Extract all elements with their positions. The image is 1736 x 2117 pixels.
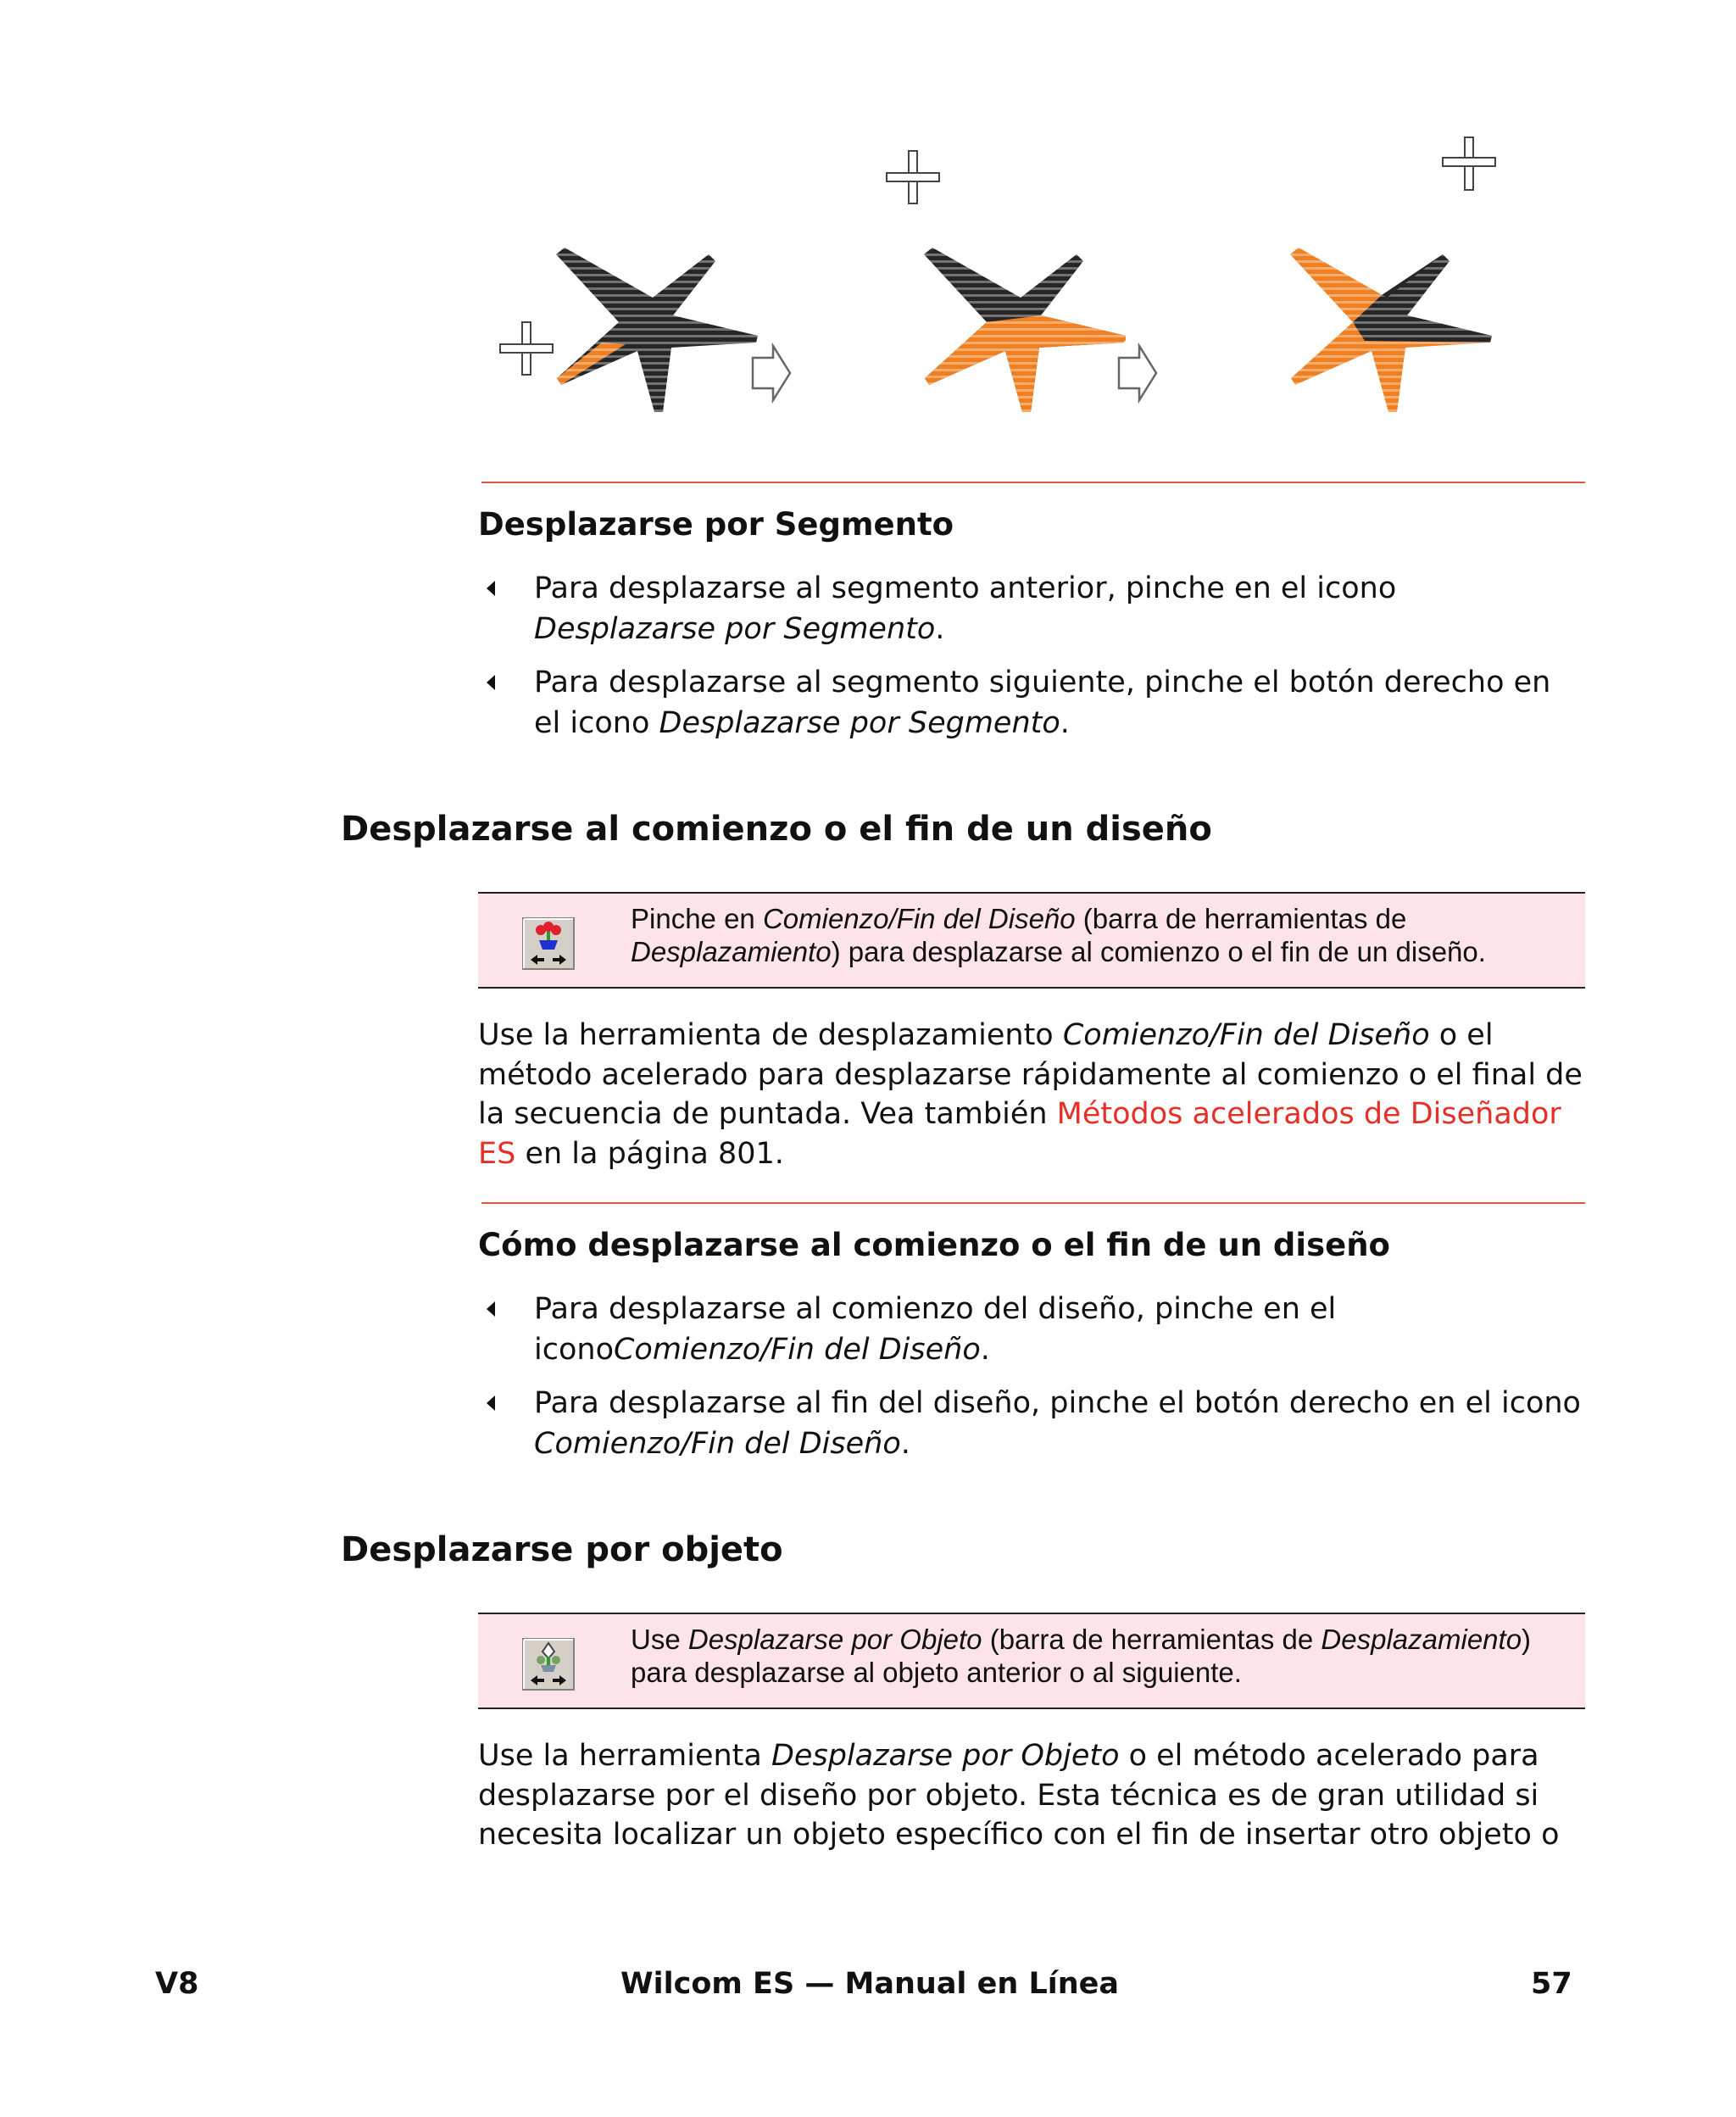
bullet-text: . <box>1060 706 1070 740</box>
section-heading-start-end: Desplazarse al comienzo o el fin de un diseño <box>341 810 1212 849</box>
cursor-crosshair-2 <box>887 151 939 203</box>
tool-name: Desplazarse por Objeto <box>687 1624 982 1655</box>
tool-name: Comienzo/Fin del Diseño <box>534 1427 901 1461</box>
star-stage-3 <box>1290 248 1492 412</box>
tip-text-part: Pinche en <box>631 903 763 934</box>
tool-name: Desplazarse por Segmento <box>659 706 1060 740</box>
subsection-heading-start-end: Cómo desplazarse al comienzo o el fin de un diseño <box>478 1227 1390 1263</box>
paragraph-text: Use la herramienta <box>478 1739 771 1773</box>
tool-name: Comienzo/Fin del Diseño <box>1062 1018 1430 1052</box>
footer-version: V8 <box>155 1967 199 2001</box>
figure-svg <box>490 136 1583 466</box>
star-stage-2 <box>924 248 1126 412</box>
section-heading-object: Desplazarse por objeto <box>341 1530 783 1569</box>
tool-name: Desplazarse por Segmento <box>534 612 936 646</box>
page-number: 57 <box>1531 1967 1572 2001</box>
bullet-arrow-icon <box>487 1396 495 1411</box>
paragraph-text: o el método acelerado para desplazarse por el diseño por objeto. Esta técnica es de gran utilidad si necesita localizar un objeto específico con el fin de insertar otro objeto o <box>478 1739 1560 1852</box>
paragraph-text: en la página 801. <box>515 1136 784 1171</box>
bullet-text: Para desplazarse al comienzo del diseño, pinche en el icono <box>534 1292 1337 1367</box>
tip-text-part: (barra de herramientas de <box>1075 903 1407 934</box>
bullet-text: Para desplazarse al segmento siguiente, pinche el botón derecho en el icono <box>534 666 1551 740</box>
paragraph-text: Use la herramienta de desplazamiento <box>478 1018 1063 1052</box>
tip-text <box>631 1623 1572 1689</box>
cross-reference-link[interactable]: Métodos acelerados de Diseñador ES <box>478 1097 1561 1171</box>
travel-by-object-icon[interactable] <box>522 1638 575 1691</box>
segment-travel-figure <box>490 136 1583 466</box>
footer-title: Wilcom ES — Manual en Línea <box>620 1967 1120 2001</box>
start-end-design-icon[interactable] <box>522 917 575 970</box>
paragraph <box>478 1016 1589 1173</box>
tip-text-part: ) para desplazarse al objeto anterior o al siguiente. <box>631 1624 1532 1688</box>
toolbar-name: Desplazamiento <box>631 936 832 967</box>
tool-name: Desplazarse por Objeto <box>771 1739 1120 1773</box>
tip-text <box>631 902 1572 968</box>
cursor-crosshair-3 <box>1443 137 1495 190</box>
section-divider <box>481 1202 1585 1204</box>
bullet-text: . <box>980 1333 990 1367</box>
cursor-crosshair-1 <box>500 322 553 375</box>
section-divider <box>481 482 1585 483</box>
tip-text-part: Use <box>631 1624 688 1655</box>
tool-name: Comienzo/Fin del Diseño <box>613 1333 981 1367</box>
tip-text-part: (barra de herramientas de <box>982 1624 1321 1655</box>
arrow-right-icon <box>753 346 790 400</box>
tool-name: Comienzo/Fin del Diseño <box>762 903 1076 934</box>
paragraph-text: o el método acelerado para desplazarse rápidamente al comienzo o el final de la secuencia de puntada. Vea también <box>478 1018 1583 1131</box>
tip-box-object <box>478 1613 1585 1709</box>
bullet-text: . <box>935 612 945 646</box>
bullet-arrow-icon <box>487 581 495 596</box>
bullet-text: Para desplazarse al segmento anterior, pinche en el icono <box>534 571 1397 605</box>
toolbar-name: Desplazamiento <box>1321 1624 1522 1655</box>
bullet-arrow-icon <box>487 1301 495 1317</box>
bullet-text: Para desplazarse al fin del diseño, pinche el botón derecho en el icono <box>534 1386 1581 1420</box>
arrow-right-icon <box>1119 346 1156 400</box>
tip-box-start-end <box>478 892 1585 989</box>
star-stage-1 <box>556 248 758 412</box>
tip-text-part: ) para desplazarse al comienzo o el fin de un diseño. <box>831 936 1486 967</box>
section-heading-segment: Desplazarse por Segmento <box>478 506 954 543</box>
bullet-text: . <box>900 1427 910 1461</box>
bullet-arrow-icon <box>487 675 495 690</box>
paragraph <box>478 1736 1589 1855</box>
